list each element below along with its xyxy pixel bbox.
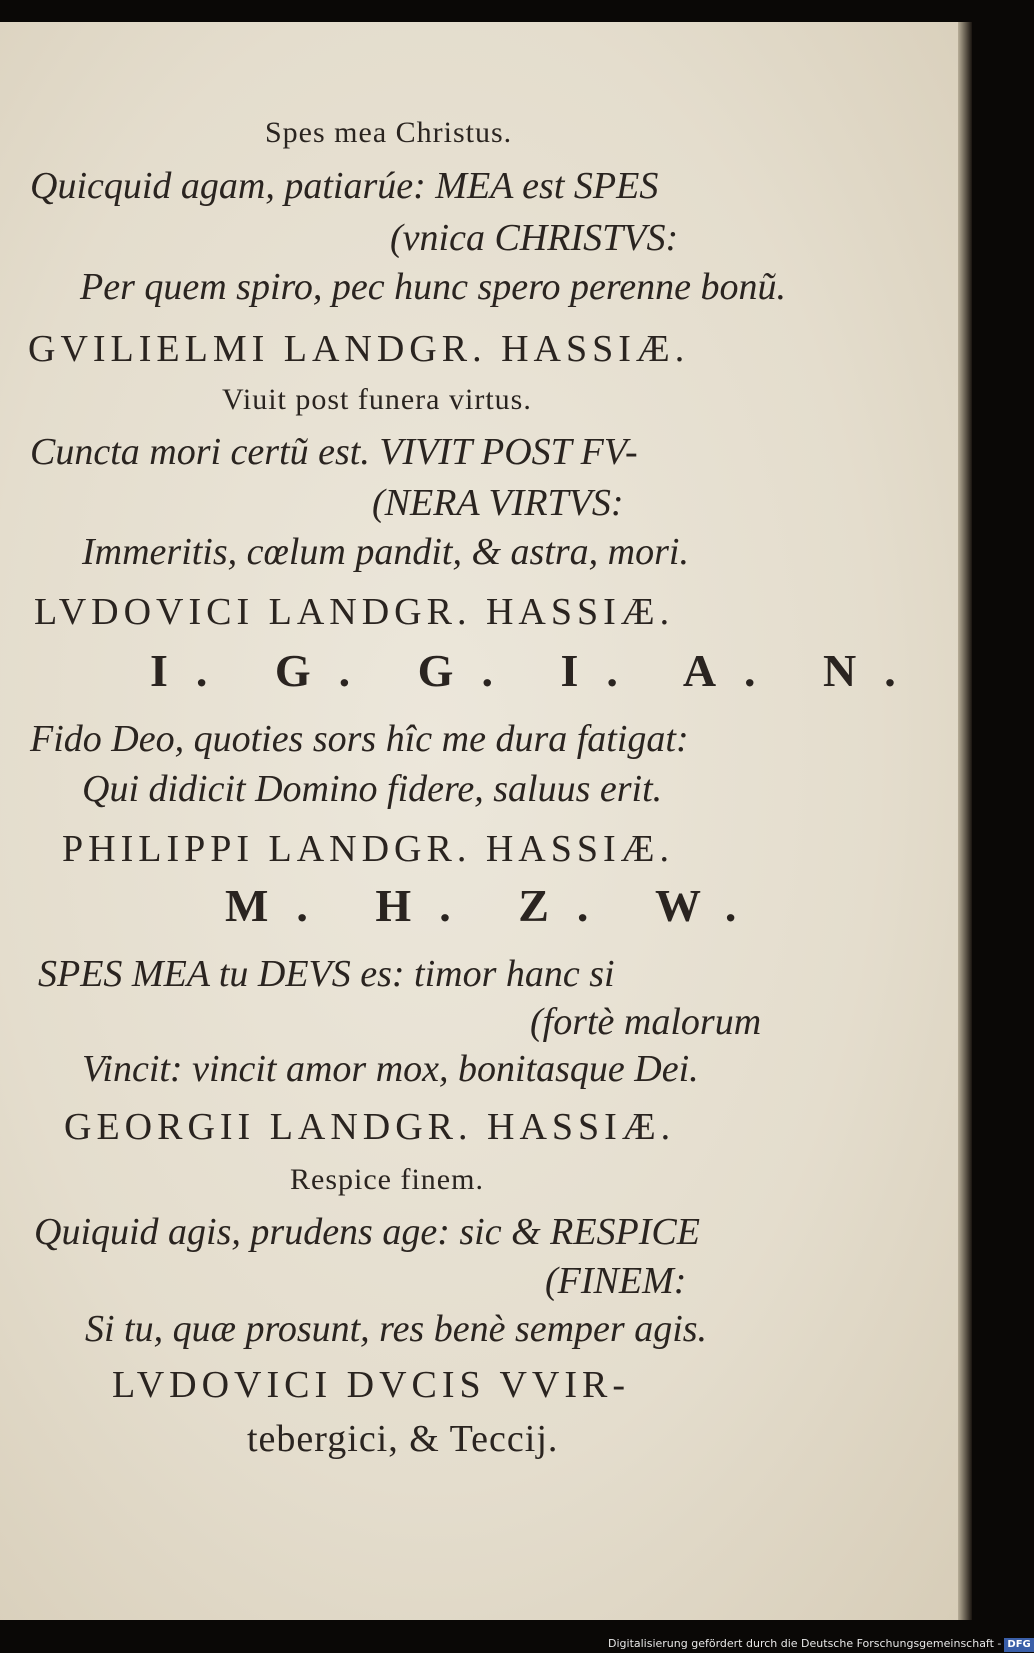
verse-line: (NERA VIRTVS: <box>372 482 624 524</box>
funding-footer <box>608 1634 1031 1653</box>
verse-line: Immeritis, cœlum pandit, & astra, mori. <box>82 531 689 573</box>
motto-heading: Viuit post funera virtus. <box>222 383 532 416</box>
verse-line: Quicquid agam, patiarúe: MEA est SPES <box>30 165 659 207</box>
name-heading: PHILIPPI LANDGR. HASSIÆ. <box>62 828 674 870</box>
verse-line: (vnica CHRISTVS: <box>390 217 679 259</box>
verse-line: (FINEM: <box>545 1260 687 1302</box>
initials-line: I. G. G. I. A. N. <box>150 645 924 696</box>
verse-line: Quiquid agis, prudens age: sic & RESPICE <box>34 1211 700 1253</box>
dfg-logo: DFG <box>1004 1638 1033 1652</box>
name-heading: LVDOVICI DVCIS VVIR- <box>112 1364 631 1406</box>
footer-text: Digitalisierung gefördert durch die Deutsche Forschungsgemeinschaft - <box>608 1637 1002 1650</box>
page-edge <box>958 22 972 1620</box>
motto-heading: Spes mea Christus. <box>265 116 513 149</box>
motto-heading: Respice finem. <box>290 1163 484 1196</box>
name-heading: tebergici, & Teccij. <box>247 1418 559 1460</box>
verse-line: Cuncta mori certũ est. VIVIT POST FV- <box>30 431 638 473</box>
verse-line: Vincit: vincit amor mox, bonitasque Dei. <box>82 1048 699 1090</box>
name-heading: GVILIELMI LANDGR. HASSIÆ. <box>28 328 690 370</box>
verse-line: (fortè malorum <box>530 1001 762 1043</box>
name-heading: LVDOVICI LANDGR. HASSIÆ. <box>34 591 675 633</box>
verse-line: Qui didicit Domino fidere, saluus erit. <box>82 768 663 810</box>
verse-line: Si tu, quæ prosunt, res benè semper agis. <box>85 1308 708 1350</box>
verse-line: SPES MEA tu DEVS es: timor hanc si <box>38 953 615 995</box>
name-heading: GEORGII LANDGR. HASSIÆ. <box>64 1106 676 1148</box>
verse-line: Fido Deo, quoties sors hîc me dura fatigat: <box>30 718 689 760</box>
verse-line: Per quem spiro, pec hunc spero perenne bonũ. <box>80 266 787 308</box>
initials-line: M. H. Z. W. <box>225 880 765 931</box>
